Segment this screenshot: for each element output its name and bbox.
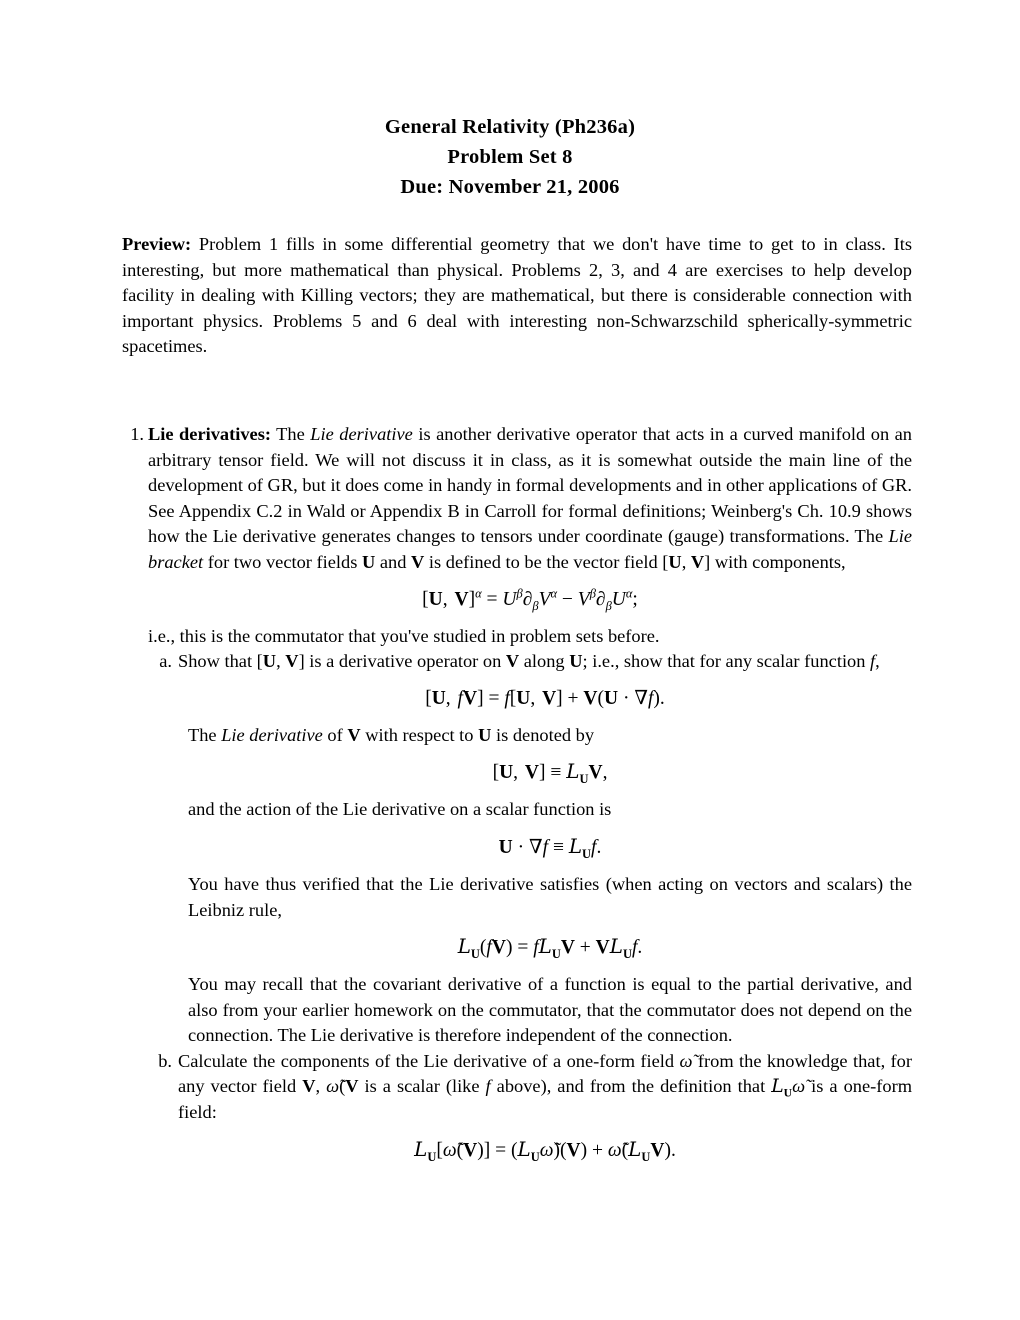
subpart-a-p2-seg3: with respect to	[360, 724, 479, 745]
equation-leibniz-rule: $L_U(fV) = fL_UV + VL_Uf$.	[457, 935, 643, 961]
vector-V-symbol: V	[411, 551, 425, 572]
equation-lie-derivative-definition: [U, $V] \equiv L_UV$,	[492, 760, 608, 787]
subpart-b-seg3: ,	[315, 1076, 327, 1097]
title-line-problem-set: Problem Set 8	[447, 146, 573, 168]
problem-1-intro	[148, 422, 912, 576]
title-line-due-date: Due: November 21, 2006	[400, 176, 620, 198]
scalar-function-f-b: f	[485, 1076, 491, 1097]
subpart-b-seg5: is a scalar (like	[358, 1076, 486, 1097]
subpart-a-para-5: You may recall that the covariant derivative of a function is equal to the partial derivative, and also from your earlier homework on the commutator, that the commutator does not depend on the connection. The Lie derivative is therefore independent of the connection.	[188, 974, 912, 1046]
problem-1-italic-lie-derivative: Lie derivative	[310, 423, 413, 444]
problem-1-intro-seg2: is another derivative operator that acts in a curved manifold on an arbitrary tensor field. We will not discuss it in class, as it is somewhat outside the main line of the development of GR, but it does come in handy in formal developments and in other applications of GR. See Appendix C.2 in Wald or Appendix B in Carroll for formal definitions; Weinberg's Ch. 10.9 shows how the Lie derivative generates changes to tensors under coordinate (gauge) transformations. The	[148, 423, 913, 547]
subpart-a-vector-U: U	[262, 651, 277, 672]
problem-list	[122, 422, 912, 1166]
preview-text: Problem 1 fills in some differential geometry that we don't have time to get to in class. Its interesting, but more mathematical than physical. Problems 2, 3, and 4 are exercises to help develop facility in dealing with Killing vectors; they are mathematical, but there is considerable connection with important physics. Problems 5 and 6 deal with interesting non-Schwarzschild spherically-symmetric spacetimes.	[122, 234, 912, 357]
subpart-b-seg2: from the knowledge that, for any vector field	[178, 1050, 912, 1097]
subpart-a-para-4: You have thus verified that the Lie derivative satisfies (when acting on vectors and scalars) the Leibniz rule,	[188, 873, 912, 920]
subpart-a-seg2: ,	[276, 651, 286, 672]
lie-derivative-omega-inline: $L_U\omegã$	[771, 1076, 806, 1101]
subpart-b-vector-V-2: V	[345, 1076, 359, 1097]
problem-item-1	[122, 422, 912, 1166]
subpart-a-statement	[178, 649, 912, 675]
problem-1-subparts	[148, 649, 912, 1166]
one-form-omega-symbol-2: ω̃	[326, 1076, 340, 1097]
subpart-a-vector-V-2: V	[505, 651, 520, 672]
subpart-b-seg6: above), and from the definition that	[490, 1076, 772, 1097]
problem-1-intro-seg6: ,	[681, 551, 691, 572]
equation-lie-derivative-one-form: $L_U[\omegã(V)]$ = $(L_U\omegã)(V)$ + $\omegã(L_UV)$.	[414, 1137, 676, 1164]
problem-1-intro-seg3: for two vector fields	[203, 551, 362, 572]
preview-paragraph	[122, 232, 912, 360]
vector-V-symbol-2: V	[690, 551, 705, 572]
italic-lie-derivative-2: Lie derivative	[221, 724, 323, 745]
subpart-a-para-3: and the action of the Lie derivative on a scalar function is	[188, 799, 612, 820]
problem-1-intro-seg5: is defined to be the vector field [	[424, 551, 669, 572]
problem-1-intro-seg4: and	[375, 551, 412, 572]
subpart-a-p2-seg1: The	[188, 724, 222, 745]
subpart-a-seg1: Show that [	[178, 651, 263, 672]
section-spacer	[122, 360, 912, 422]
subpart-a-vector-U-2: U	[569, 651, 583, 672]
vector-U-symbol-2: U	[668, 551, 682, 572]
subpart-a-seg4: along	[519, 651, 570, 672]
subpart-b-seg1: Calculate the components of the Lie derivative of a one-form field	[178, 1050, 680, 1071]
title-line-course: General Relativity (Ph236a)	[384, 116, 636, 138]
document-title-block	[0, 112, 1020, 202]
subpart-a	[148, 649, 912, 1049]
document-body	[122, 232, 912, 1175]
equation-leibniz-bracket: [U, fV] = f[U, V] + V(U · ∇f).	[425, 687, 665, 709]
subpart-a-vector-V: V	[285, 651, 299, 672]
problem-1-intro-seg1: The	[270, 423, 311, 444]
subpart-a-seg5: ; i.e., show that for any scalar function	[582, 651, 871, 672]
subpart-a-marker: a.	[159, 651, 172, 672]
subpart-a-seg3: ] is a derivative operator on	[298, 651, 506, 672]
subpart-b-marker: b.	[158, 1050, 172, 1071]
p2-vector-V: V	[347, 724, 361, 745]
vector-U-symbol: U	[361, 551, 376, 572]
equation-lie-bracket-components: [U, $V]^\alpha = U^\beta\partial_\beta V^\alpha - V^\beta\partial_\beta U^\alpha$;	[422, 586, 638, 613]
one-form-omega-symbol: ω̃	[679, 1050, 693, 1071]
preview-label: Preview:	[122, 234, 192, 254]
equation-lie-derivative-scalar: $U \cdot \nabla f \equiv L_Uf$.	[498, 834, 602, 861]
scalar-function-f: f	[870, 651, 876, 672]
subpart-b-statement	[178, 1049, 912, 1126]
subpart-b	[148, 1049, 912, 1166]
subpart-a-p2-seg2: of	[322, 724, 348, 745]
problem-1-title: Lie derivatives:	[148, 423, 271, 444]
subpart-b-seg4: (	[339, 1076, 346, 1097]
problem-1-italic-lie-bracket: Lie bracket	[148, 526, 912, 572]
subpart-a-para-2	[188, 723, 912, 749]
p2-vector-U: U	[478, 724, 492, 745]
subpart-a-seg6: ,	[875, 651, 880, 672]
problem-1-after-equation-text: i.e., this is the commutator that you've studied in problem sets before.	[148, 625, 660, 646]
subpart-b-seg7: is a one-form field:	[178, 1076, 913, 1123]
subpart-a-p2-seg4: is denoted by	[491, 724, 595, 745]
subpart-a-continuation	[188, 723, 912, 1049]
subpart-b-vector-V: V	[302, 1076, 316, 1097]
problem-number-marker: 1.	[130, 423, 144, 444]
problem-1-intro-seg7: ] with components,	[704, 551, 846, 572]
